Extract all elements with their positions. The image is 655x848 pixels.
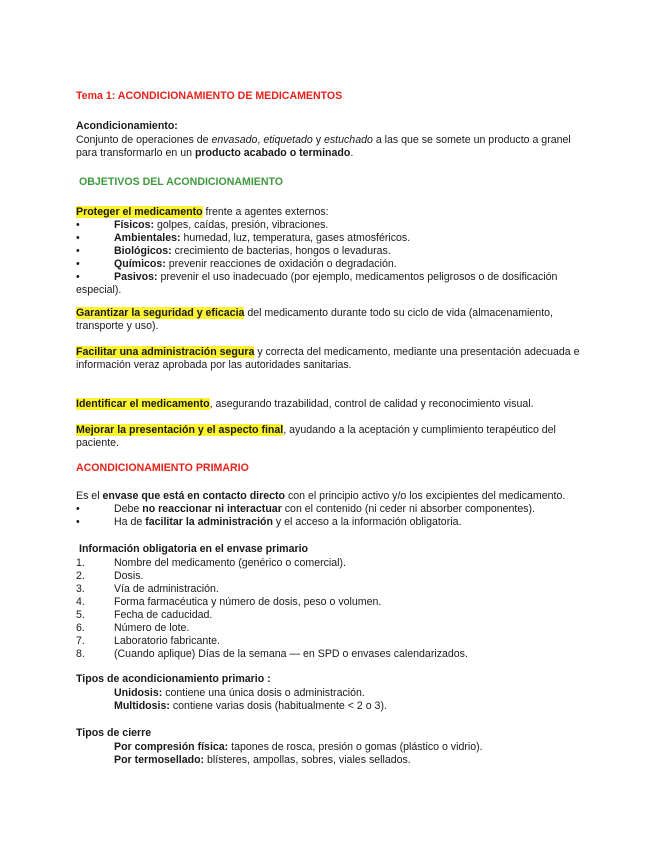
item-label: Químicos: bbox=[114, 258, 166, 270]
item-number: 2. bbox=[76, 570, 85, 582]
objective-text: del medicamento durante todo su ciclo de vida (almacenamiento, transporte y uso). bbox=[76, 307, 553, 332]
objective-identify bbox=[76, 398, 581, 411]
bullet-icon: • bbox=[76, 245, 80, 257]
def-text: , bbox=[257, 134, 264, 146]
highlight: Identificar el medicamento bbox=[76, 398, 210, 410]
types-list bbox=[76, 687, 581, 713]
numbered-item bbox=[76, 635, 581, 648]
item-text: golpes, caídas, presión, vibraciones. bbox=[154, 219, 329, 231]
item-number: 7. bbox=[76, 635, 85, 647]
item-number: 3. bbox=[76, 583, 85, 595]
item-label: Pasivos: bbox=[114, 271, 158, 283]
item-text: contiene varias dosis (habitualmente < 2 o 3). bbox=[169, 700, 387, 712]
item-text: crecimiento de bacterias, hongos o levaduras. bbox=[171, 245, 391, 257]
def-italic: etiquetado bbox=[263, 134, 313, 146]
objective-presentation bbox=[76, 424, 581, 450]
item-text: contiene una única dosis o administración. bbox=[162, 687, 365, 699]
numbered-item bbox=[76, 557, 581, 570]
list-item bbox=[76, 219, 581, 232]
item-text: blísteres, ampollas, sobres, viales sellados. bbox=[204, 754, 411, 766]
item-text: Dosis. bbox=[114, 570, 144, 582]
list-item bbox=[76, 258, 581, 271]
objective-line bbox=[76, 206, 581, 219]
numbered-item bbox=[76, 609, 581, 622]
def-text: Conjunto de operaciones de bbox=[76, 134, 212, 146]
item-text: prevenir reacciones de oxidación o degradación. bbox=[165, 258, 397, 270]
item-text: con el contenido (ni ceder ni absorber componentes). bbox=[281, 503, 536, 515]
objective-safety bbox=[76, 307, 581, 333]
document-title bbox=[76, 90, 581, 103]
def-italic: estuchado bbox=[323, 134, 373, 146]
objective-text: , ayudando a la aceptación y cumplimiento terapéutico del paciente. bbox=[76, 424, 556, 449]
objective-text: y correcta del medicamento, mediante una presentación adecuada e información veraz aprobada por las autoridades sanitarias. bbox=[76, 346, 580, 371]
item-number: 8. bbox=[76, 648, 85, 660]
definition-paragraph bbox=[76, 134, 581, 160]
types-heading-text: Tipos de acondicionamiento primario : bbox=[76, 673, 271, 685]
objective-text: , asegurando trazabilidad, control de calidad y reconocimiento visual. bbox=[209, 398, 534, 410]
primary-heading bbox=[76, 462, 581, 475]
numbered-item bbox=[76, 648, 581, 661]
item-label: Ambientales: bbox=[114, 232, 181, 244]
bullet-icon: • bbox=[76, 232, 80, 244]
bullet-icon: • bbox=[76, 503, 80, 515]
objectives-heading bbox=[79, 176, 584, 189]
numbered-item bbox=[76, 583, 581, 596]
item-number: 4. bbox=[76, 596, 85, 608]
list-item bbox=[76, 503, 581, 516]
list-item bbox=[76, 232, 581, 245]
primary-definition bbox=[76, 490, 581, 503]
term-text: Acondicionamiento: bbox=[76, 120, 178, 132]
item-text: Número de lote. bbox=[114, 622, 190, 634]
objectives-heading-text: OBJETIVOS DEL ACONDICIONAMIENTO bbox=[79, 176, 284, 188]
closure-heading bbox=[76, 727, 581, 740]
definition-term bbox=[76, 120, 581, 133]
list-item bbox=[76, 271, 581, 284]
item-text: humedad, luz, temperatura, gases atmosféricos. bbox=[180, 232, 411, 244]
def-text: . bbox=[350, 147, 354, 159]
item-bold: facilitar la administración bbox=[145, 516, 273, 528]
item-text: Vía de administración. bbox=[114, 583, 219, 595]
item-text: y el acceso a la información obligatoria. bbox=[272, 516, 462, 528]
item-text: Nombre del medicamento (genérico o comercial). bbox=[114, 557, 346, 569]
highlight: Mejorar la presentación y el aspecto final bbox=[76, 424, 284, 436]
list-item-continuation bbox=[76, 284, 581, 297]
highlight: Facilitar una administración segura bbox=[76, 346, 255, 358]
bullet-icon: • bbox=[76, 258, 80, 270]
primary-text: con el principio activo y/o los excipientes del medicamento. bbox=[285, 490, 566, 502]
item-text: Forma farmacéutica y número de dosis, peso o volumen. bbox=[114, 596, 382, 608]
objective-text: frente a agentes externos: bbox=[202, 206, 329, 218]
numbered-item bbox=[76, 570, 581, 583]
type-item bbox=[76, 687, 581, 700]
numbered-item bbox=[76, 596, 581, 609]
closure-item bbox=[76, 741, 581, 754]
bullet-icon: • bbox=[76, 219, 80, 231]
list-item bbox=[76, 245, 581, 258]
item-label: Unidosis: bbox=[114, 687, 163, 699]
def-text: a las que se somete un producto a granel para transformarlo en un bbox=[76, 134, 571, 159]
highlight: Garantizar la seguridad y eficacia bbox=[76, 307, 245, 319]
list-item bbox=[76, 516, 581, 529]
item-bold: no reaccionar ni interactuar bbox=[142, 503, 282, 515]
info-heading bbox=[79, 543, 584, 556]
closure-list bbox=[76, 741, 581, 767]
numbered-item bbox=[76, 622, 581, 635]
item-label: Por termosellado: bbox=[114, 754, 205, 766]
closure-heading-text: Tipos de cierre bbox=[76, 727, 152, 739]
info-list bbox=[76, 557, 581, 661]
item-text: tapones de rosca, presión o gomas (plástico o vidrio). bbox=[228, 741, 483, 753]
types-heading bbox=[76, 673, 581, 686]
def-bold: producto acabado o terminado bbox=[194, 147, 351, 159]
item-text: Ha de bbox=[114, 516, 146, 528]
item-text: prevenir el uso inadecuado (por ejemplo, medicamentos peligrosos o de dosificación bbox=[157, 271, 558, 283]
def-text: y bbox=[312, 134, 324, 146]
item-number: 5. bbox=[76, 609, 85, 621]
def-italic: envasado bbox=[211, 134, 258, 146]
item-number: 1. bbox=[76, 557, 85, 569]
bullet-icon: • bbox=[76, 271, 80, 283]
bullet-icon: • bbox=[76, 516, 80, 528]
primary-heading-text: ACONDICIONAMIENTO PRIMARIO bbox=[76, 462, 249, 474]
closure-item bbox=[76, 754, 581, 767]
item-label: Multidosis: bbox=[114, 700, 170, 712]
item-text: Debe bbox=[114, 503, 143, 515]
item-label: Por compresión física: bbox=[114, 741, 229, 753]
objective-administration bbox=[76, 346, 581, 372]
primary-bold: envase que está en contacto directo bbox=[102, 490, 286, 502]
highlight: Proteger el medicamento bbox=[76, 206, 203, 218]
item-text: Laboratorio fabricante. bbox=[114, 635, 221, 647]
primary-text: Es el bbox=[76, 490, 103, 502]
info-heading-text: Información obligatoria en el envase primario bbox=[79, 543, 309, 555]
item-number: 6. bbox=[76, 622, 85, 634]
item-text: (Cuando aplique) Días de la semana — en SPD o envases calendarizados. bbox=[114, 648, 468, 660]
item-label: Biológicos: bbox=[114, 245, 172, 257]
item-text: Fecha de caducidad. bbox=[114, 609, 213, 621]
primary-section bbox=[76, 490, 581, 529]
objective-protect bbox=[76, 206, 581, 297]
type-item bbox=[76, 700, 581, 713]
continuation-text: especial). bbox=[76, 284, 122, 296]
title-text: Tema 1: ACONDICIONAMIENTO DE MEDICAMENTOS bbox=[76, 90, 343, 102]
item-label: Físicos: bbox=[114, 219, 155, 231]
